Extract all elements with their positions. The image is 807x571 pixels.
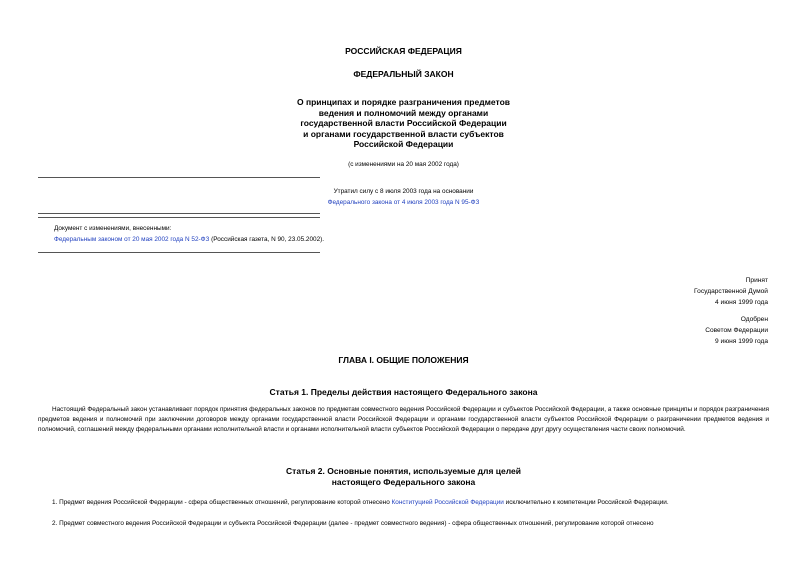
constitution-link[interactable]: Конституцией Российской Федерации xyxy=(391,499,504,506)
law-title-line: Российской Федерации xyxy=(353,139,454,150)
expired-law-link-text[interactable]: Федерального закона от 4 июля 2003 года N 95-ФЗ xyxy=(327,199,480,206)
accepted-line: Принят xyxy=(745,277,768,284)
changes-intro: Документ с изменениями, внесенными: xyxy=(54,225,172,232)
country-heading: РОССИЙСКАЯ ФЕДЕРАЦИЯ xyxy=(345,46,462,56)
article1-paragraph: Настоящий Федеральный закон устанавливает порядок принятия федеральных законов по предметам совместного ведения Российской Федерации и субъектов Российской Федерации, а также основные принципы и порядок разграничения предметов ведения и полномочий при заключении договоров между органами государственной власти Российской Федерации и органами государственной власти субъектов Российской Федерации о разграничении предметов ведения и полномочий, соглашений между федеральными органами исполнительной власти и органами исполнительной власти субъектов Российской Федерации о передаче друг другу осуществления части своих полномочий. xyxy=(38,406,769,433)
law-title-line: О принципах и порядке разграничения предметов xyxy=(297,97,510,107)
accepted-block xyxy=(694,275,768,308)
accepted-line: Государственной Думой xyxy=(694,288,768,295)
divider xyxy=(38,213,320,214)
expired-law-link[interactable] xyxy=(0,199,807,206)
expired-text: Утратил силу с 8 июля 2003 года на основании xyxy=(333,188,474,195)
changes-source: (Российская газета, N 90, 23.05.2002). xyxy=(209,236,325,243)
divider xyxy=(38,177,320,178)
item1-text: 1. Предмет ведения Российской Федерации - сфера общественных отношений, регулирование которой отнесено xyxy=(52,499,392,506)
accepted-line: 4 июня 1999 года xyxy=(715,299,768,306)
doc-type-heading: ФЕДЕРАЛЬНЫЙ ЗАКОН xyxy=(353,69,454,79)
article1-title: Статья 1. Пределы действия настоящего Федерального закона xyxy=(269,387,538,397)
law-title xyxy=(0,97,807,150)
divider xyxy=(38,217,320,218)
law-title-line: государственной власти Российской Федерации xyxy=(300,118,507,129)
article2-title-line: Статья 2. Основные понятия, используемые для целей xyxy=(286,466,521,476)
item1-text-end: исключительно к компетенции Российской Федерации. xyxy=(503,499,669,506)
approved-block xyxy=(705,314,768,347)
law-title-line: и органами государственной власти субъектов xyxy=(303,128,504,139)
divider xyxy=(38,252,320,253)
article2-item2: 2. Предмет совместного ведения Российской Федерации и субъекта Российской Федерации (далее - предмет совместного ведения) - сфера общественных отношений, регулирование которой отнесено xyxy=(52,520,654,527)
changes-line xyxy=(54,236,324,243)
approved-line: Одобрен xyxy=(740,316,768,323)
article2-title-line: настоящего Федерального закона xyxy=(331,477,476,487)
article2-title xyxy=(0,466,807,488)
article2-item1 xyxy=(38,498,769,508)
chapter-title: ГЛАВА I. ОБЩИЕ ПОЛОЖЕНИЯ xyxy=(338,355,469,365)
amended-note: (с изменениями на 20 мая 2002 года) xyxy=(348,161,459,168)
approved-line: Советом Федерации xyxy=(705,327,768,334)
amending-law-link[interactable]: Федеральным законом от 20 мая 2002 года N 52-ФЗ xyxy=(54,236,210,243)
law-title-line: ведения и полномочий между органами xyxy=(318,107,489,118)
approved-line: 9 июня 1999 года xyxy=(715,338,768,345)
